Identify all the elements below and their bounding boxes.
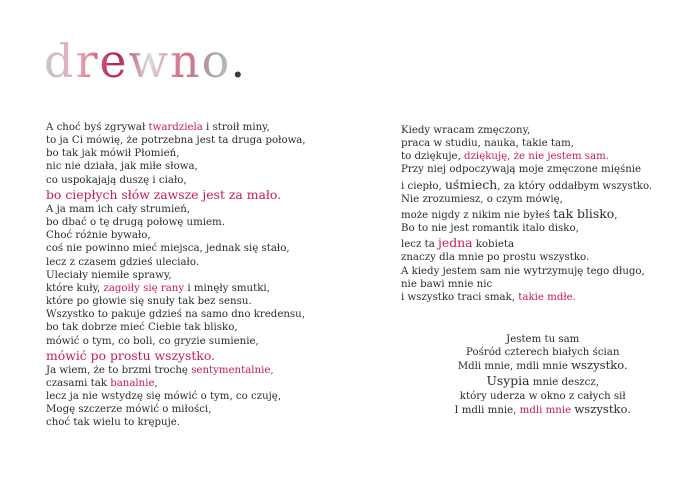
poem-line (401, 278, 652, 291)
poem-line (454, 359, 631, 373)
text-segment: mówić o tym, co boli, co gryzie sumienie, (46, 335, 259, 347)
text-segment: może nigdy z nikim nie byłeś (401, 209, 554, 221)
highlighted-phrase: twardziela (148, 122, 203, 133)
poem-line (401, 137, 652, 150)
poem-line (46, 160, 306, 173)
text-segment: wszystko. (571, 358, 628, 373)
poem-line (401, 235, 652, 251)
poem-line (401, 193, 652, 206)
text-segment: Ja wiem, że to brzmi trochę (46, 364, 192, 376)
poem-line (46, 390, 306, 403)
text-segment: lecz ta (401, 239, 439, 251)
poem-line (46, 282, 306, 295)
text-segment: I mdli mnie, (454, 404, 520, 416)
poem-line (401, 291, 652, 304)
poem-left-column (46, 121, 306, 430)
text-segment: Jestem tu sam (506, 334, 580, 345)
poem-line (454, 373, 631, 389)
poem-line (46, 377, 306, 390)
page-title (44, 34, 248, 88)
text-segment: lecz z czasem gdzieś uleciało. (46, 256, 200, 268)
poem-line (46, 308, 306, 321)
poem-right-column (401, 124, 652, 304)
text-segment: , (614, 209, 618, 221)
text-segment: co uspokajają duszę i ciało, (46, 174, 187, 186)
highlighted-phrase: mówić po prostu wszystko. (46, 347, 216, 363)
text-segment: Kiedy wracam zmęczony, (401, 125, 531, 136)
text-segment: tak blisko (553, 205, 615, 221)
poem-line (46, 321, 306, 334)
highlighted-phrase: jedna (438, 235, 473, 251)
text-segment: choć tak wielu to krępuje. (46, 417, 181, 429)
poem-line (46, 187, 306, 203)
text-segment: Nie zrozumiesz, o czym mówię, (401, 193, 563, 205)
poem-line (46, 295, 306, 308)
text-segment: bo tak jak mówił Płomień, (46, 148, 180, 160)
poem-line (401, 265, 652, 278)
text-segment: znaczy dla mnie po prostu wszystko. (401, 252, 590, 264)
highlighted-phrase: mdli mnie (519, 404, 572, 416)
text-segment: , za który oddałbym wszystko. (497, 180, 653, 192)
highlighted-phrase: bo ciepłych słów zawsze jest za mało. (46, 186, 282, 202)
text-segment: to dziękuje, (401, 151, 465, 163)
text-segment: wszystko. (574, 401, 631, 416)
poem-line (401, 124, 652, 137)
poem-line (46, 364, 306, 377)
poem-line (401, 251, 652, 264)
highlighted-phrase: sentymentalnie, (191, 364, 274, 376)
poem-line (401, 206, 652, 222)
poem-line (401, 222, 652, 235)
text-segment: które kuły, (46, 282, 104, 294)
highlighted-phrase: banalnie (110, 377, 155, 389)
poem-line (46, 121, 306, 134)
text-segment: Mdli mnie, mdli mnie (457, 361, 572, 373)
text-segment: i stroił miny, (202, 122, 270, 133)
poem-line (401, 150, 652, 163)
text-segment: A ja mam ich cały strumień, (46, 203, 191, 215)
poem-line (46, 203, 306, 216)
title-word: drewno (44, 34, 231, 88)
poem-line (46, 174, 306, 187)
text-segment: Pośród czterech białych ścian (466, 347, 620, 359)
text-segment: który uderza w okno z całych sił (459, 390, 626, 402)
poem-line (46, 242, 306, 255)
text-segment: A kiedy jestem sam nie wytrzymuję tego długo, (401, 265, 645, 277)
text-segment: i minęły smutki, (184, 282, 270, 294)
text-segment: mnie deszcz, (529, 377, 599, 389)
highlighted-phrase: takie mdłe. (518, 291, 576, 303)
text-segment: coś nie powinno mieć miejsca, jednak się stało, (46, 243, 290, 255)
highlighted-phrase: dziękuję, że nie jestem sam. (464, 151, 609, 163)
text-segment: , (154, 377, 158, 389)
poem-line (46, 269, 306, 282)
text-segment: praca w studiu, nauka, takie tam, (401, 138, 574, 150)
text-segment: bo tak dobrze mieć Ciebie tak blisko, (46, 322, 238, 334)
poem-line (46, 147, 306, 160)
poem-line (46, 256, 306, 269)
text-segment: nie bawi mnie nic (401, 278, 493, 290)
poem-bottom-stanza (454, 333, 631, 417)
text-segment: uśmiech (444, 176, 498, 192)
text-segment: czasami tak (46, 377, 111, 389)
text-segment: Wszystko to pakuje gdzieś na samo dno kredensu, (46, 309, 305, 321)
text-segment: które po głowie się snuły tak bez sensu. (46, 296, 252, 308)
text-segment: to ja Ci mówię, że potrzebna jest ta druga połowa, (46, 135, 306, 147)
poem-line (46, 416, 306, 429)
poem-line (46, 348, 306, 364)
text-segment: Uleciały niemiłe sprawy, (46, 269, 172, 281)
poem-line (46, 229, 306, 242)
text-segment: i wszystko traci smak, (401, 291, 519, 303)
poem-line (401, 177, 652, 193)
text-segment: Usypia (486, 373, 530, 389)
text-segment: Przy niej odpoczywają moje zmęczone mięśnie (401, 164, 642, 176)
poem-line (46, 335, 306, 348)
text-segment: Choć różnie bywało, (46, 230, 151, 242)
poem-line (454, 333, 631, 346)
poem-line (454, 403, 631, 417)
text-segment: kobieta (472, 239, 515, 251)
text-segment: i ciepło, (401, 180, 445, 192)
text-segment: nic nie działa, jak miłe słowa, (46, 161, 198, 173)
poem-line (46, 134, 306, 147)
title-dot: . (230, 34, 248, 88)
text-segment: lecz ja nie wstydzę się mówić o tym, co czuję, (46, 391, 282, 403)
text-segment: bo dbać o tę drugą połowę umiem. (46, 217, 225, 229)
text-segment: Bo to nie jest romantik italo disko, (401, 223, 579, 235)
poem-line (46, 216, 306, 229)
text-segment: Mogę szczerze mówić o miłości, (46, 404, 212, 416)
poem-line (401, 163, 652, 176)
highlighted-phrase: zagoiły się rany (103, 282, 185, 294)
text-segment: A choć byś zgrywał (46, 122, 149, 133)
poem-line (46, 403, 306, 416)
